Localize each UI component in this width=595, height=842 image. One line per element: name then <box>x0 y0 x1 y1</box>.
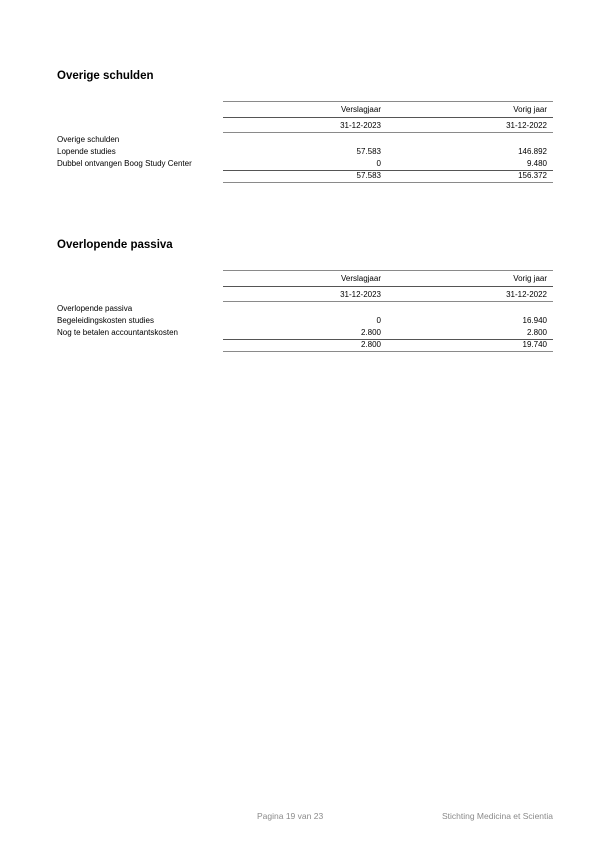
group-label: Overlopende passiva <box>57 304 133 313</box>
row-value-current: 0 <box>376 159 381 168</box>
section-title-overlopende-passiva: Overlopende passiva <box>57 239 173 251</box>
row-value-previous: 9.480 <box>526 159 547 168</box>
column-date-current: 31-12-2023 <box>340 121 381 130</box>
total-current: 2.800 <box>360 340 381 349</box>
group-label: Overige schulden <box>57 135 120 144</box>
row-value-previous: 146.892 <box>518 147 547 156</box>
organization-name: Stichting Medicina et Scientia <box>441 811 553 821</box>
column-date-current: 31-12-2023 <box>340 290 381 299</box>
row-value-current: 0 <box>376 316 381 325</box>
total-previous: 156.372 <box>518 171 547 180</box>
header-bottom-rule <box>223 132 553 133</box>
row-label: Lopende studies <box>57 147 116 156</box>
row-value-previous: 16.940 <box>522 316 547 325</box>
row-value-current: 57.583 <box>356 147 381 156</box>
row-label: Begeleidingskosten studies <box>57 316 154 325</box>
column-header-previous: Vorig jaar <box>513 105 547 114</box>
column-header-previous: Vorig jaar <box>513 274 547 283</box>
column-header-current: Verslagjaar <box>340 274 381 283</box>
header-bottom-rule <box>223 301 553 302</box>
page-number: Pagina 19 van 23 <box>257 811 324 821</box>
row-value-current: 2.800 <box>360 328 381 337</box>
row-label: Nog te betalen accountantskosten <box>57 328 178 337</box>
table-bottom-rule <box>223 351 553 352</box>
header-rule <box>223 117 553 118</box>
total-rule <box>223 339 553 340</box>
table-top-rule <box>223 270 553 271</box>
row-label: Dubbel ontvangen Boog Study Center <box>57 159 192 168</box>
column-header-current: Verslagjaar <box>340 105 381 114</box>
total-rule <box>223 170 553 171</box>
header-rule <box>223 286 553 287</box>
row-value-previous: 2.800 <box>526 328 547 337</box>
column-date-previous: 31-12-2022 <box>506 290 547 299</box>
table-bottom-rule <box>223 182 553 183</box>
total-current: 57.583 <box>356 171 381 180</box>
column-date-previous: 31-12-2022 <box>506 121 547 130</box>
section-title-overige-schulden: Overige schulden <box>57 70 154 82</box>
total-previous: 19.740 <box>522 340 547 349</box>
table-top-rule <box>223 101 553 102</box>
